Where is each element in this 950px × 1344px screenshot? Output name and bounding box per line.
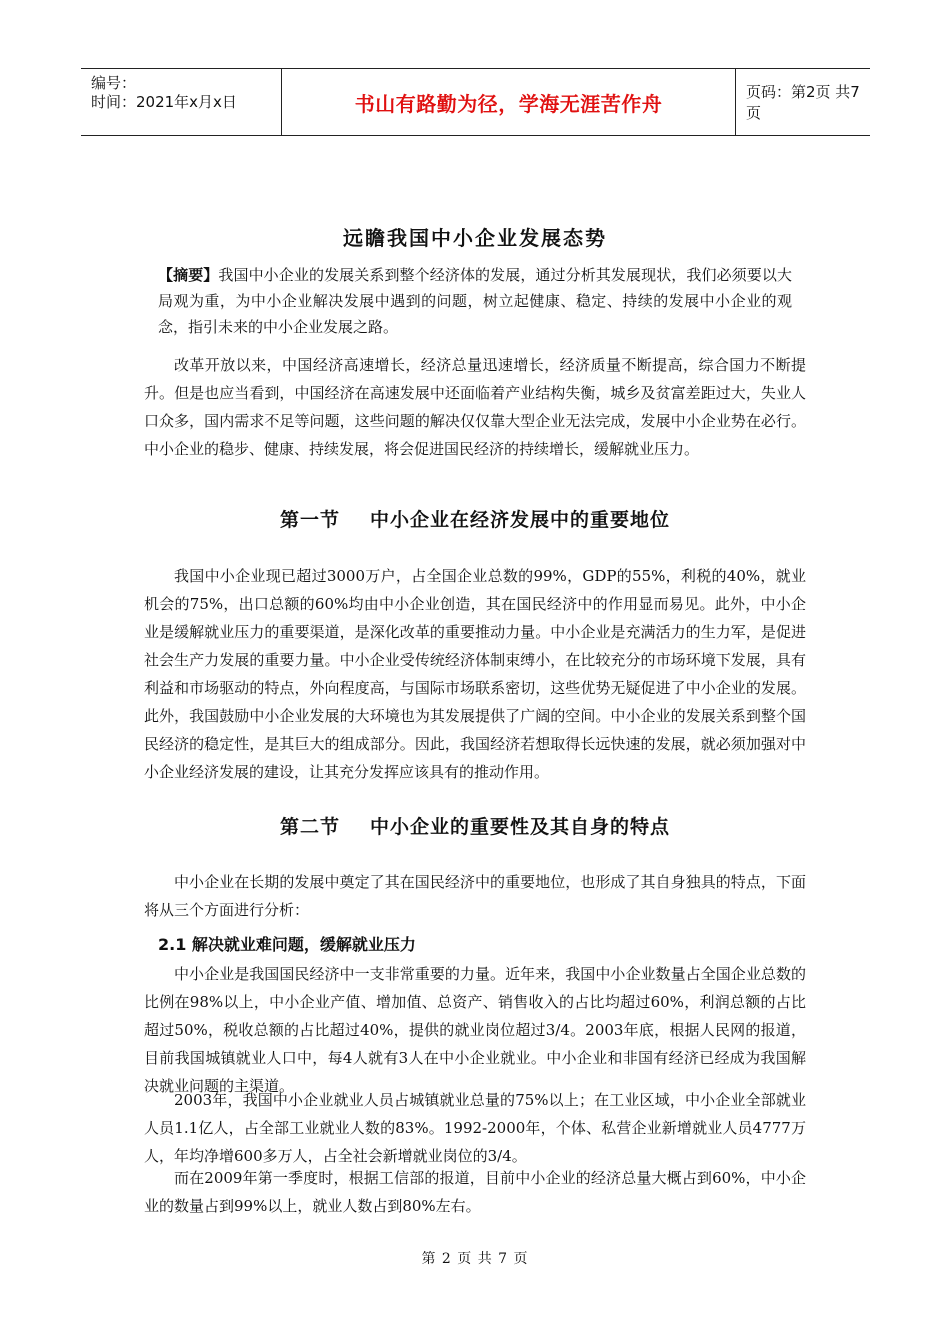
document-header: [81, 68, 870, 136]
subsection-2-1-heading: 2.1 解决就业难问题，缓解就业压力: [158, 935, 416, 954]
abstract: [158, 262, 792, 340]
subsection-2-1-paragraph-2: 2003年，我国中小企业就业人员占城镇就业总量的75%以上；在工业区域，中小企业全部就业人员1.1亿人，占全部工业就业人数的83%。1992-2000年，个体、私营企业新增就业人员4777万人，年均净增600多万人，占全社会新增就业岗位的3/4。: [144, 1091, 806, 1165]
section-1-number: 第一节: [279, 509, 340, 531]
section-1-body: 我国中小企业现已超过3000万户，占全国企业总数的99%，GDP的55%，利税的40%，就业机会的75%，出口总额的60%均由中小企业创造，其在国民经济中的作用显而易见。此外，中小企业是缓解就业压力的重要渠道，是深化改革的重要推动力量。中小企业是充满活力的生力军，是促进社会生产力发展的重要力量。中小企业受传统经济体制束缚小，在比较充分的市场环境下发展，具有利益和市场驱动的特点，外向程度高，与国际市场联系密切，这些优势无疑促进了中小企业的发展。此外，我国鼓励中小企业发展的大环境也为其发展提供了广阔的空间。中小企业的发展关系到整个国民经济的稳定性，是其巨大的组成部分。因此，我国经济若想取得长远快速的发展，就必须加强对中小企业经济发展的建设，让其充分发挥应该具有的推动作用。: [144, 567, 806, 781]
abstract-tag: 【摘要】: [158, 266, 219, 284]
subsection-2-1-paragraph-3: 而在2009年第一季度时，根据工信部的报道，目前中小企业的经济总量大概占到60%，中小企业的数量占到99%以上，就业人数占到80%左右。: [144, 1169, 806, 1215]
header-meta-cell: [81, 69, 282, 135]
section-2-intro: 中小企业在长期的发展中奠定了其在国民经济中的重要地位，也形成了其自身独具的特点，下面将从三个方面进行分析：: [144, 873, 806, 919]
section-1-heading: [0, 505, 950, 532]
section-2-heading: [0, 812, 950, 839]
header-motto: 书山有路勤为径，学海无涯苦作舟: [282, 69, 736, 135]
number-label: 编号：: [91, 74, 137, 92]
section-2-title: 中小企业的重要性及其自身的特点: [370, 816, 671, 838]
intro-paragraph: 改革开放以来，中国经济高速增长，经济总量迅速增长，经济质量不断提高，综合国力不断提升。但是也应当看到，中国经济在高速发展中还面临着产业结构失衡，城乡及贫富差距过大，失业人口众多，国内需求不足等问题，这些问题的解决仅仅靠大型企业无法完成，发展中小企业势在必行。中小企业的稳步、健康、持续发展，将会促进国民经济的持续增长，缓解就业压力。: [144, 356, 806, 458]
time-label: 时间：2021年x月x日: [91, 93, 237, 111]
page-footer: 第 2 页 共 7 页: [421, 1251, 529, 1267]
header-page-info: 页码：第2页 共7页: [746, 83, 860, 122]
abstract-text: 我国中小企业的发展关系到整个经济体的发展，通过分析其发展现状，我们必须要以大局观为重，为中小企业解决发展中遇到的问题，树立起健康、稳定、持续的发展中小企业的观念，指引未来的中小企业发展之路。: [158, 266, 792, 336]
section-2-number: 第二节: [279, 816, 340, 838]
subsection-2-1-paragraph-1: 中小企业是我国国民经济中一支非常重要的力量。近年来，我国中小企业数量占全国企业总数的比例在98%以上，中小企业产值、增加值、总资产、销售收入的占比均超过60%，利润总额的占比超过50%，税收总额的占比超过40%，提供的就业岗位超过3/4。2003年底，根据人民网的报道，目前我国城镇就业人口中，每4人就有3人在中小企业就业。中小企业和非国有经济已经成为我国解决就业问题的主渠道。: [144, 965, 806, 1095]
document-title: 远瞻我国中小企业发展态势: [343, 226, 607, 250]
section-1-title: 中小企业在经济发展中的重要地位: [370, 509, 671, 531]
